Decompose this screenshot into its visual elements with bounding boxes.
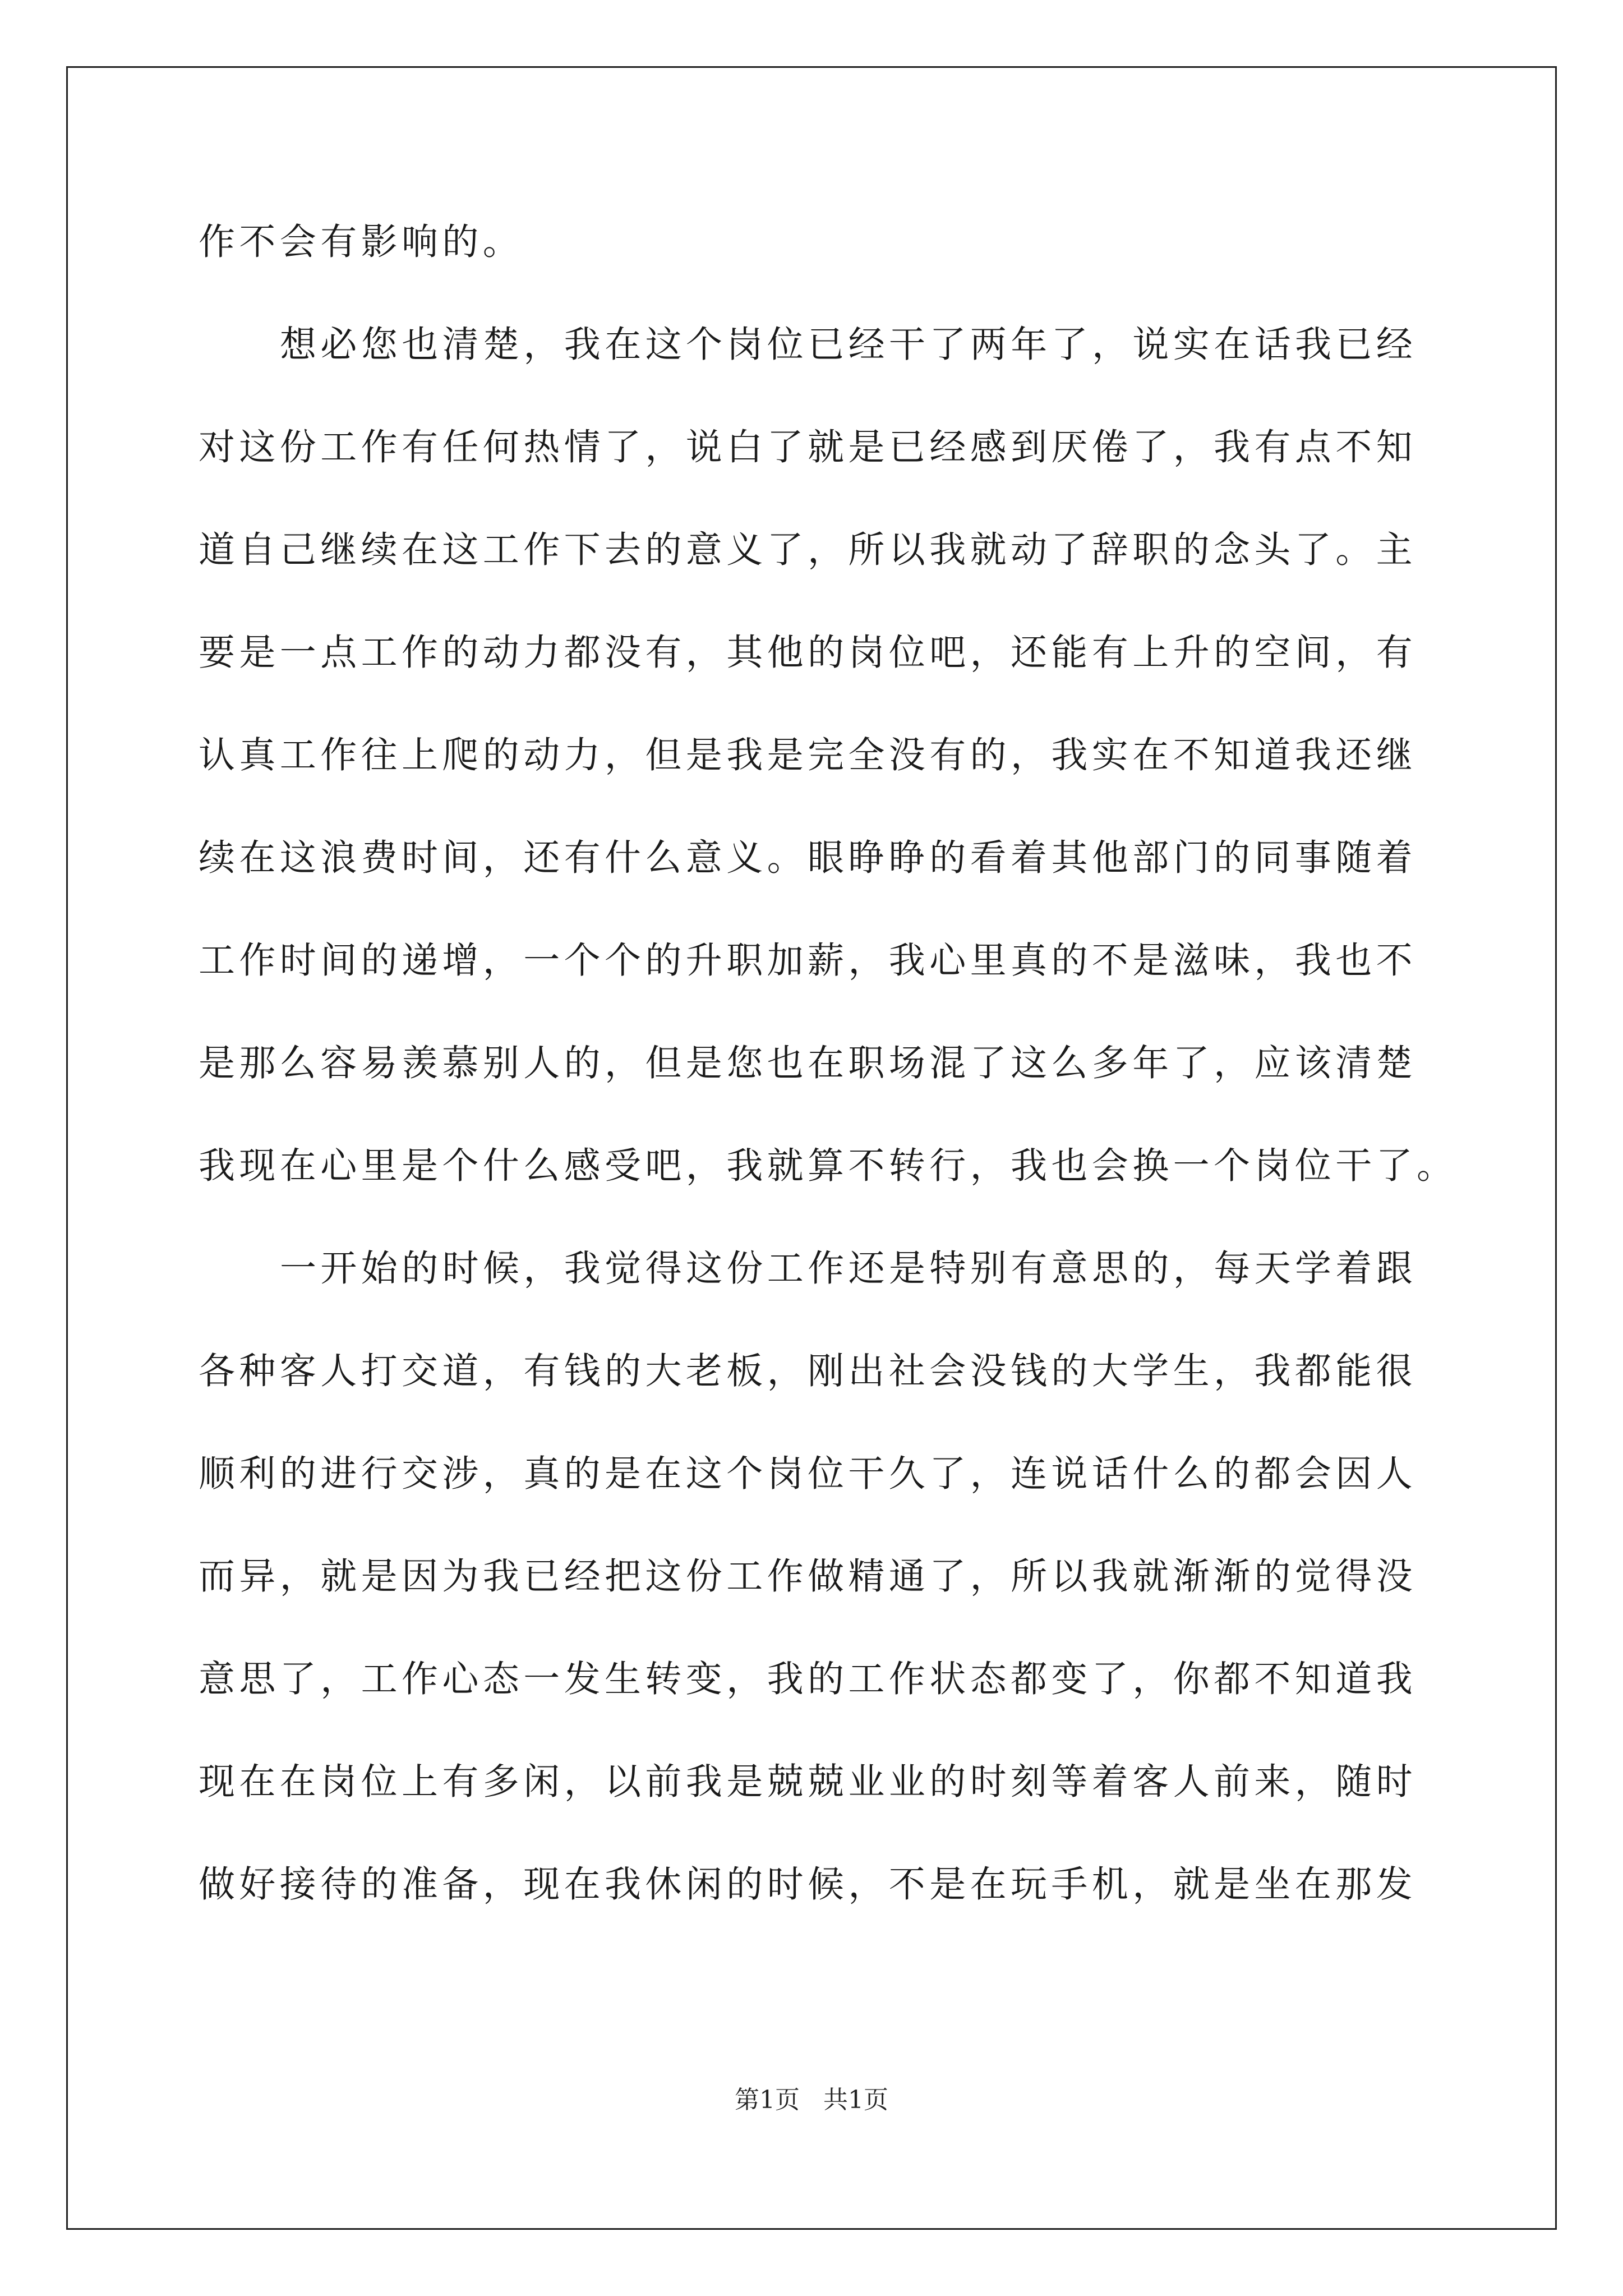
text-line: 一开始的时候，我觉得这份工作还是特别有意思的，每天学着跟: [280, 1248, 1417, 1290]
text-line: 现在在岗位上有多闲，以前我是兢兢业业的时刻等着客人前来，随时: [199, 1761, 1417, 1803]
text-line: 我现在心里是个什么感受吧，我就算不转行，我也会换一个岗位干了。: [199, 1145, 1458, 1187]
text-line: 作不会有影响的。: [199, 221, 524, 263]
text-line: 要是一点工作的动力都没有，其他的岗位吧，还能有上升的空间，有: [199, 632, 1417, 674]
text-line: 意思了，工作心态一发生转变，我的工作状态都变了，你都不知道我: [199, 1658, 1417, 1700]
page-number-footer: 第1页 共1页: [735, 2086, 888, 2114]
text-line: 认真工作往上爬的动力，但是我是完全没有的，我实在不知道我还继: [199, 734, 1417, 776]
text-line: 续在这浪费时间，还有什么意义。眼睁睁的看着其他部门的同事随着: [199, 837, 1417, 879]
text-line: 是那么容易羡慕别人的，但是您也在职场混了这么多年了，应该清楚: [199, 1042, 1417, 1084]
text-line: 对这份工作有任何热情了，说白了就是已经感到厌倦了，我有点不知: [199, 426, 1417, 468]
text-line: 而异，就是因为我已经把这份工作做精通了，所以我就渐渐的觉得没: [199, 1556, 1417, 1598]
text-line: 道自己继续在这工作下去的意义了，所以我就动了辞职的念头了。主: [199, 529, 1417, 571]
text-line: 想必您也清楚，我在这个岗位已经干了两年了，说实在话我已经: [280, 324, 1417, 366]
text-line: 顺利的进行交涉，真的是在这个岗位干久了，连说话什么的都会因人: [199, 1453, 1417, 1495]
text-line: 做好接待的准备，现在我休闲的时候，不是在玩手机，就是坐在那发: [199, 1864, 1417, 1906]
document-body: [199, 191, 1458, 1936]
text-line: 各种客人打交道，有钱的大老板，刚出社会没钱的大学生，我都能很: [199, 1350, 1417, 1392]
text-line: 工作时间的递增，一个个的升职加薪，我心里真的不是滋味，我也不: [199, 940, 1417, 982]
